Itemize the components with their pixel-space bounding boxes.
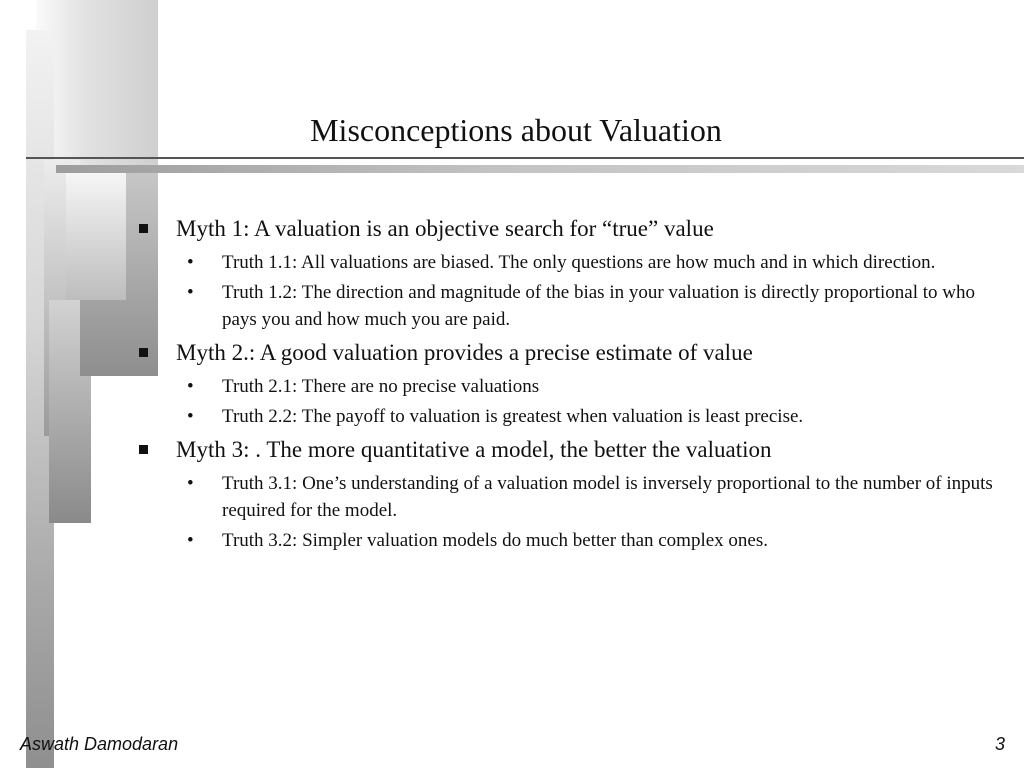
dot-bullet-icon: •: [187, 252, 194, 273]
truth-item: [136, 279, 996, 333]
truth-item: [136, 373, 996, 400]
dot-bullet-icon: •: [187, 530, 194, 551]
square-bullet-icon: [139, 348, 148, 357]
myth-item: [136, 433, 996, 467]
truth-item: [136, 470, 996, 524]
truth-item: [136, 527, 996, 554]
title-rule: [26, 157, 1024, 159]
myth-text: Myth 3: . The more quantitative a model, the better the valuation: [176, 437, 772, 462]
decorative-bar: [66, 172, 126, 300]
dot-bullet-icon: •: [187, 473, 194, 494]
square-bullet-icon: [139, 445, 148, 454]
truth-item: [136, 403, 996, 430]
myth-item: [136, 336, 996, 370]
title-shadow-rule: [56, 165, 1024, 173]
square-bullet-icon: [139, 224, 148, 233]
slide-title: Misconceptions about Valuation: [310, 112, 722, 148]
dot-bullet-icon: •: [187, 406, 194, 427]
truth-text: Truth 1.1: All valuations are biased. The only questions are how much and in which direction.: [222, 252, 936, 273]
truth-text: Truth 2.1: There are no precise valuations: [222, 376, 540, 397]
dot-bullet-icon: •: [187, 282, 194, 303]
page-number: 3: [994, 734, 1005, 754]
myth-item: [136, 212, 996, 246]
dot-bullet-icon: •: [187, 376, 194, 397]
myth-text: Myth 1: A valuation is an objective search for “true” value: [176, 216, 714, 241]
truth-text: Truth 2.2: The payoff to valuation is greatest when valuation is least precise.: [222, 406, 804, 427]
truth-text: Truth 1.2: The direction and magnitude of the bias in your valuation is directly proportional to who pays you and how much you are paid.: [222, 282, 976, 330]
truth-item: [136, 249, 996, 276]
slide-body: [136, 209, 996, 554]
footer-author: Aswath Damodaran: [20, 734, 179, 754]
truth-text: Truth 3.1: One’s understanding of a valuation model is inversely proportional to the number of inputs required for the model.: [222, 473, 993, 521]
myth-text: Myth 2.: A good valuation provides a precise estimate of value: [176, 340, 753, 365]
truth-text: Truth 3.2: Simpler valuation models do much better than complex ones.: [222, 530, 768, 551]
